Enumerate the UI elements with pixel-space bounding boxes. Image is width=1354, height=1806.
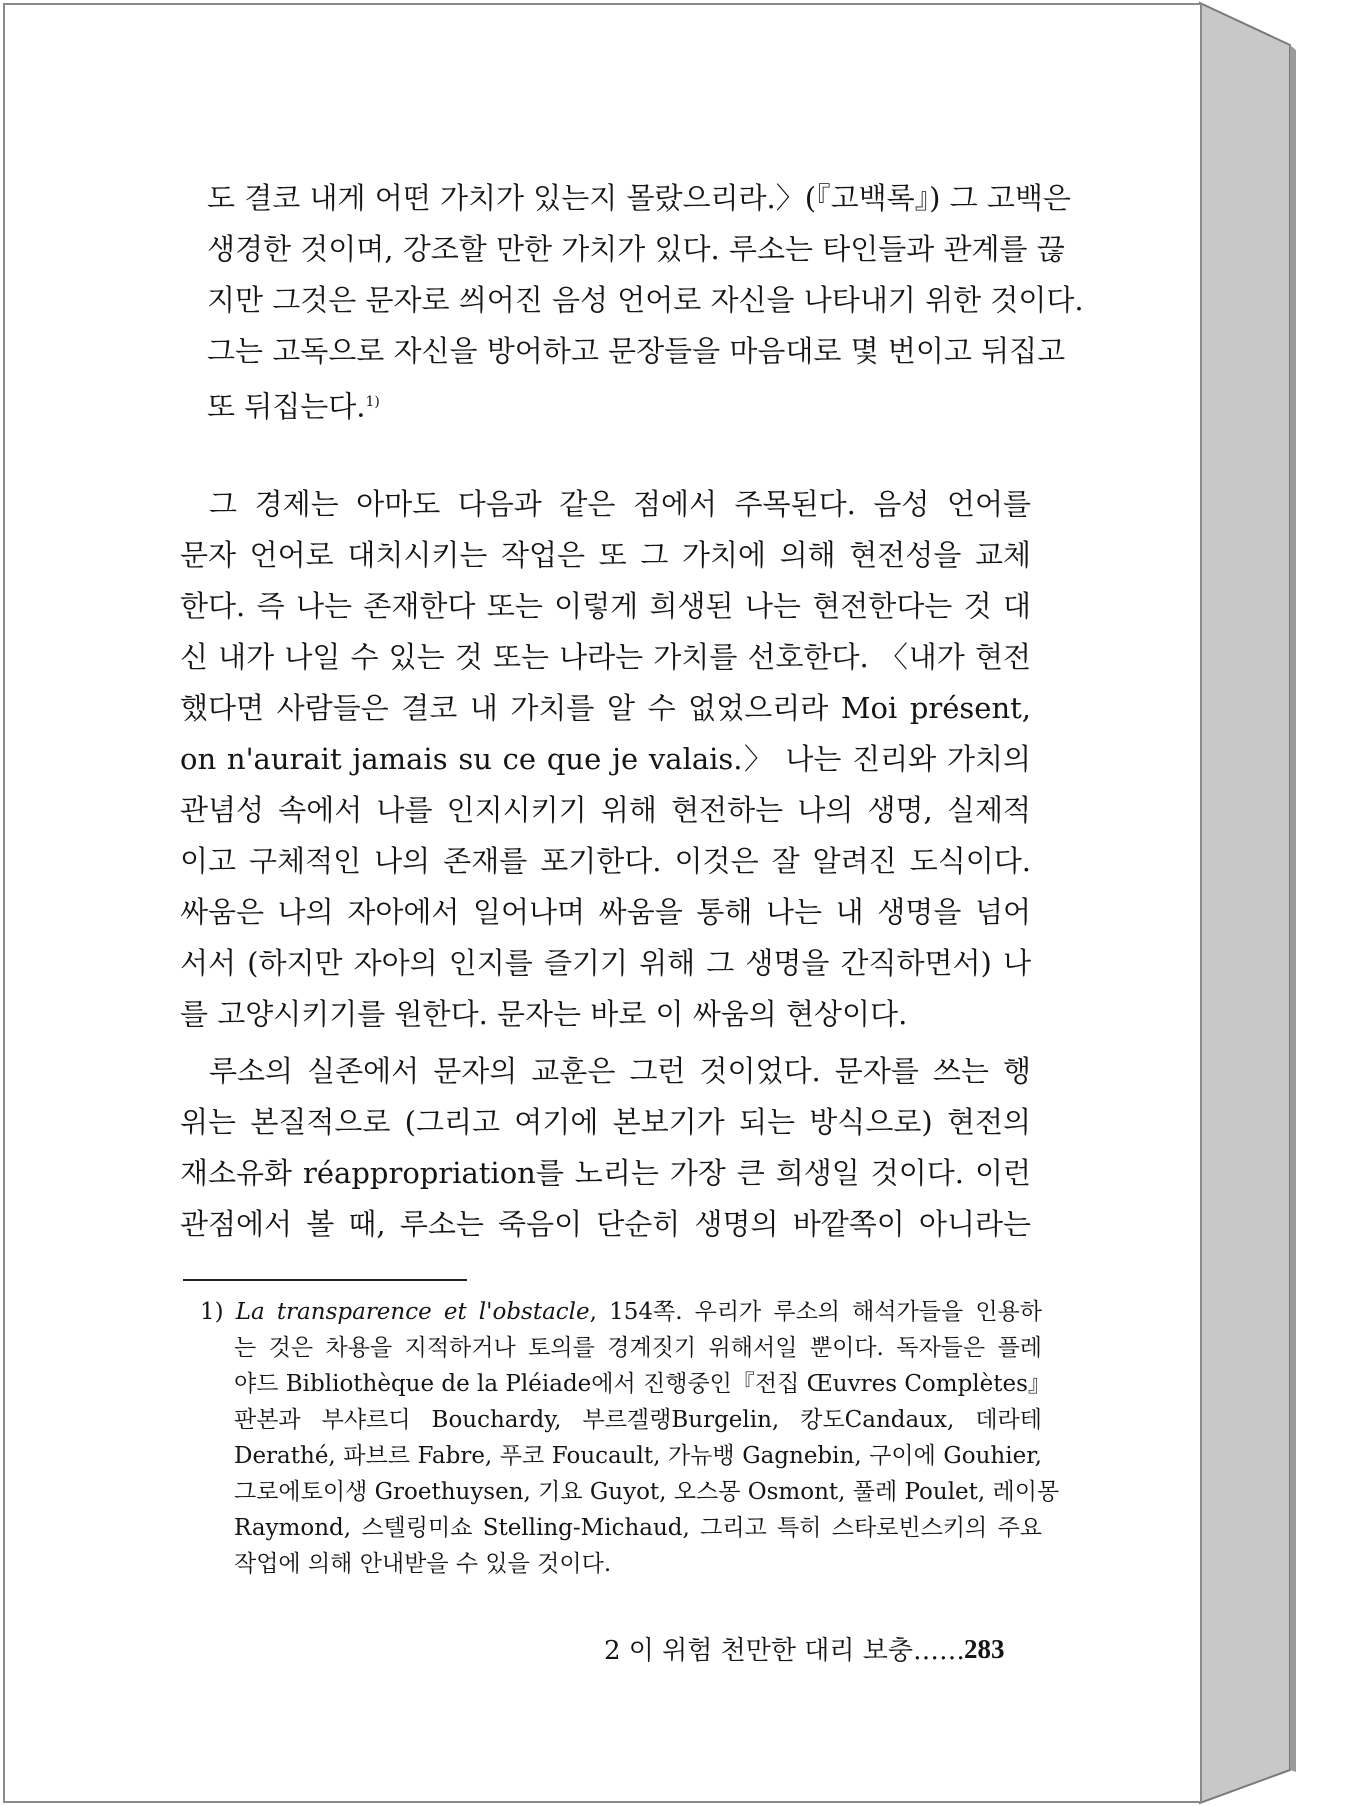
body-line: 관념성 속에서 나를 인지시키기 위해 현전하는 나의 생명, 실제적 [180, 793, 1031, 827]
body-line: 한다. 즉 나는 존재한다 또는 이렇게 희생된 나는 현전한다는 것 대 [180, 589, 1031, 623]
quote-line: 생경한 것이며, 강조할 만한 가치가 있다. 루소는 타인들과 관계를 끊 [207, 232, 1065, 266]
footnote-line: 그로에토이생 Groethuysen, 기요 Guyot, 오스몽 Osmont, 풀레 Poulet, 레이몽 [234, 1479, 1060, 1505]
footnote-line: 야드 Bibliothèque de la Pléiade에서 진행중인『전집 Œuvres Complètes』 [234, 1371, 1051, 1397]
body-line: 서서 (하지만 자아의 인지를 즐기기 위해 그 생명을 간직하면서) 나 [180, 946, 1031, 980]
body-line: 문자 언어로 대치시키는 작업은 또 그 가치에 의해 현전성을 교체 [180, 538, 1031, 572]
footnote-mark[interactable]: 1) [365, 394, 380, 410]
body2-line: 루소의 실존에서 문자의 교훈은 그런 것이었다. 문자를 쓰는 행 [209, 1054, 1031, 1088]
body-last-line: 를 고양시키기를 원한다. 문자는 바로 이 싸움의 현상이다. [180, 997, 908, 1031]
running-footer: 2 이 위험 천만한 대리 보충…… [604, 1636, 966, 1666]
body-line: 싸움은 나의 자아에서 일어나며 싸움을 통해 나는 내 생명을 넘어 [180, 895, 1031, 929]
footnote-line: 판본과 부샤르디 Bouchardy, 부르겔랭Burgelin, 캉도Candaux, 데라테 [234, 1407, 1042, 1433]
footnote-book-title: La transparence et l'obstacle [235, 1299, 590, 1325]
body-line: 신 내가 나일 수 있는 것 또는 나라는 가치를 선호한다. 〈내가 현전 [180, 640, 1031, 674]
quote-line: 도 결코 내게 어떤 가치가 있는지 몰랐으리라.〉(『고백록』) 그 고백은 [207, 181, 1071, 215]
body2-line: 위는 본질적으로 (그리고 여기에 본보기가 되는 방식으로) 현전의 [180, 1105, 1031, 1139]
body2-line: 관점에서 볼 때, 루소는 죽음이 단순히 생명의 바깥쪽이 아니라는 [180, 1207, 1031, 1241]
body-line: 했다면 사람들은 결코 내 가치를 알 수 없었으리라 Moi présent, [180, 691, 1031, 725]
body-line: 이고 구체적인 나의 존재를 포기한다. 이것은 잘 알려진 도식이다. [180, 844, 1031, 878]
page-number: 283 [964, 1634, 1005, 1664]
body-line: 그 경제는 아마도 다음과 같은 점에서 주목된다. 음성 언어를 [209, 487, 1031, 521]
quote-line: 지만 그것은 문자로 씌어진 음성 언어로 자신을 나타내기 위한 것이다. [207, 283, 1084, 317]
footnote-line: Raymond, 스텔링미쇼 Stelling-Michaud, 그리고 특히 스타로빈스키의 주요 [234, 1515, 1042, 1541]
footnote-divider [183, 1279, 467, 1281]
quote-line: 그는 고독으로 자신을 방어하고 문장들을 마음대로 몇 번이고 뒤집고 [207, 334, 1066, 368]
quote-last-line: 또 뒤집는다.$^{1)}$ [207, 389, 380, 424]
footnote-first-line: 1) La transparence et l'obstacle, 154쪽. 우리가 루소의 해석가들을 인용하 [200, 1299, 1042, 1325]
footnote-last-line: 작업에 의해 안내받을 수 있을 것이다. [234, 1551, 612, 1577]
footnote-line: 는 것은 차용을 지적하거나 토의를 경계짓기 위해서일 뿐이다. 독자들은 플레 [234, 1335, 1042, 1361]
body-line: on n'aurait jamais su ce que je valais.〉 나는 진리와 가치의 [180, 742, 1031, 776]
footnote-line: Derathé, 파브르 Fabre, 푸코 Foucault, 가뉴뱅 Gagnebin, 구이에 Gouhier, [234, 1443, 1042, 1469]
body2-line: 재소유화 réappropriation를 노리는 가장 큰 희생일 것이다. 이런 [180, 1156, 1031, 1190]
